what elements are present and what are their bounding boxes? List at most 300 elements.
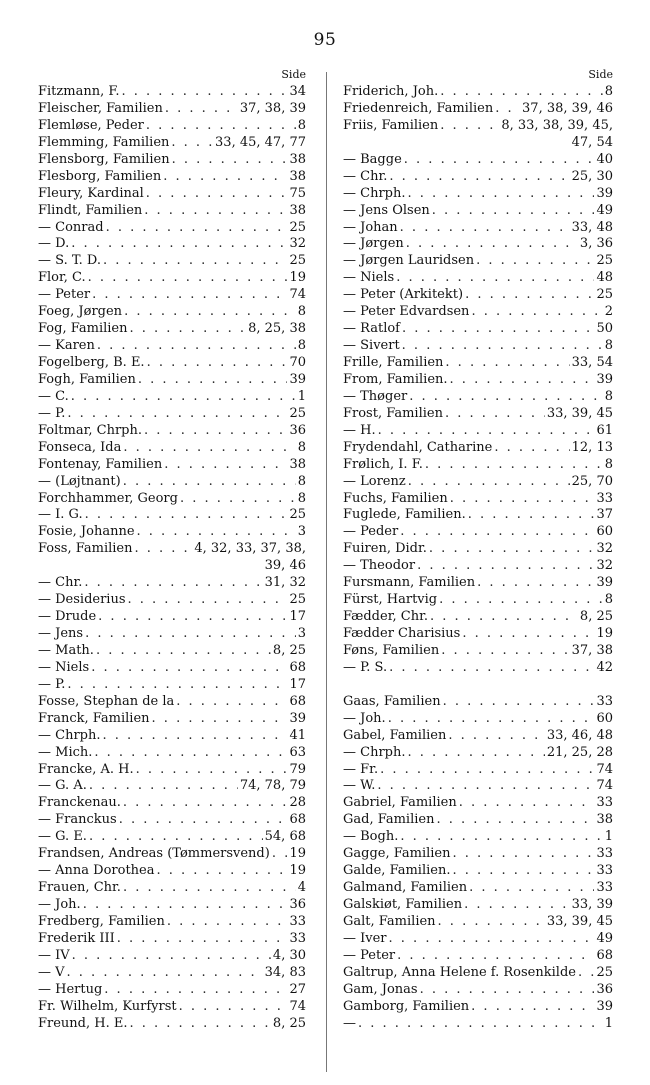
entry-name: — Chrph. (343, 185, 406, 201)
entry-pages: 40 (596, 151, 613, 167)
dot-leader (165, 101, 238, 118)
entry-name: — Karen (38, 338, 95, 354)
entry-name: Flindt, Familien (38, 202, 143, 218)
dot-leader (438, 914, 545, 931)
entry-name: Fredberg, Familien (38, 913, 165, 929)
index-entry (343, 389, 613, 406)
entry-name: Galt, Familien (343, 913, 436, 929)
index-entry (38, 236, 306, 253)
entry-name: Flor, C. (38, 270, 86, 286)
index-entry (38, 778, 306, 795)
dot-leader (98, 609, 287, 626)
entry-pages: 74 (289, 287, 306, 303)
index-entry (343, 948, 613, 965)
index-entry (343, 575, 613, 592)
dot-leader (400, 829, 602, 846)
entry-pages: 34 (289, 84, 306, 99)
index-entry (38, 965, 306, 982)
entry-pages: 8 (604, 456, 613, 472)
index-entry (38, 677, 306, 694)
dot-leader (272, 846, 288, 863)
entry-name: — Sivert (343, 338, 400, 354)
dot-leader (72, 948, 271, 965)
dot-leader (402, 338, 603, 355)
entry-name: — Theodor (343, 558, 416, 574)
dot-leader (441, 643, 569, 660)
entry-pages: 75 (289, 185, 306, 201)
dot-leader (468, 507, 595, 524)
entry-name: Fosse, Stephan de la (38, 693, 175, 709)
entry-pages: 33 (596, 846, 613, 862)
dot-leader (135, 541, 193, 558)
dot-leader (171, 135, 213, 152)
entry-name: — Bagge (343, 151, 402, 167)
index-entry (38, 270, 306, 287)
index-entry (38, 812, 306, 829)
dot-leader (389, 660, 594, 677)
index-entry (38, 728, 306, 745)
entry-name: Fædder Charisius (343, 626, 461, 641)
entry-pages: 3 (297, 524, 306, 540)
dot-leader (137, 524, 296, 541)
entry-name: — Jens Olsen (343, 202, 430, 218)
entry-pages: 68 (596, 947, 613, 963)
index-entry (38, 931, 306, 948)
dot-leader (71, 389, 296, 406)
entry-name: Foeg, Jørgen (38, 304, 123, 320)
dot-leader (465, 287, 594, 304)
entry-pages: 61 (596, 422, 613, 438)
entry-name: Fitzmann, F. (38, 84, 120, 99)
page-number: 95 (313, 30, 337, 50)
entry-name: — Chrph. (343, 744, 406, 760)
entry-pages: 25 (289, 507, 306, 523)
index-entry (38, 491, 306, 508)
entry-name: Flemløse, Peder (38, 117, 144, 133)
index-entry (343, 220, 613, 237)
entry-pages: 39 (596, 185, 613, 201)
dot-leader (408, 745, 545, 762)
index-entry (343, 626, 613, 643)
index-entry (38, 897, 306, 914)
entry-pages: 38 (596, 812, 613, 828)
index-entry (38, 84, 306, 101)
entry-pages: 8, 25, 38 (248, 321, 306, 337)
index-entry (38, 982, 306, 999)
index-entry (38, 118, 306, 135)
entry-pages: 50 (596, 321, 613, 337)
entry-name: — P. (38, 405, 66, 421)
entry-pages: 42 (596, 659, 613, 675)
index-entry (343, 643, 613, 660)
entry-pages: 8 (297, 439, 306, 455)
dot-leader (494, 440, 569, 457)
index-entry (343, 965, 613, 982)
dot-leader (469, 880, 594, 897)
entry-name: Frydendahl, Catharine (343, 439, 493, 455)
dot-leader (144, 203, 287, 220)
index-entry (343, 592, 613, 609)
dot-leader (117, 931, 288, 948)
index-entry (38, 795, 306, 812)
index-entry (343, 524, 613, 541)
index-entry (38, 694, 306, 711)
dot-leader (167, 914, 288, 931)
dot-leader (129, 1016, 270, 1033)
entry-name: Franck, Familien (38, 710, 150, 726)
entry-pages: 74, 78, 79 (239, 778, 306, 794)
dot-leader (94, 745, 287, 762)
entry-name: — Drude (38, 609, 97, 625)
entry-name: Fursmann, Familien (343, 575, 476, 591)
entry-name: Forchhammer, Georg (38, 490, 178, 506)
dot-leader (378, 423, 595, 440)
entry-pages: 31, 32 (264, 575, 306, 591)
dot-leader (448, 728, 545, 745)
entry-pages: 8 (297, 117, 306, 133)
entry-name: Fürst, Hartvig (343, 592, 438, 608)
entry-pages: 79 (289, 761, 306, 777)
entry-pages: 37, 38, 39, 46 (522, 100, 613, 116)
entry-name: Freund, H. E. (38, 1015, 128, 1031)
index-entry (38, 999, 306, 1016)
index-entry (343, 253, 613, 270)
entry-name: — Jens (38, 626, 84, 641)
entry-name: Fr. Wilhelm, Kurfyrst (38, 998, 177, 1014)
index-entry (38, 762, 306, 779)
entry-name: Fleury, Kardinal (38, 185, 144, 201)
dot-leader (389, 169, 569, 186)
entry-pages: 36 (289, 422, 306, 438)
index-entry (343, 1016, 613, 1033)
entry-pages: 32 (596, 541, 613, 557)
entry-pages: 4, 32, 33, 37, 38, (194, 541, 306, 557)
index-entry (38, 406, 306, 423)
entry-name: Frille, Familien (343, 355, 444, 370)
entry-name: — P. S. (343, 659, 388, 675)
entry-pages: 33, 48 (571, 219, 613, 235)
index-entry (38, 846, 306, 863)
entry-name: Fosie, Johanne (38, 524, 135, 540)
entry-name: Gagge, Familien (343, 846, 451, 862)
entry-name: — (343, 1015, 356, 1031)
dot-leader (152, 711, 288, 728)
entry-pages: 8 (297, 490, 306, 506)
index-entry (38, 643, 306, 660)
index-entry (343, 152, 613, 169)
index-entry (343, 778, 613, 795)
entry-name: — Iver (343, 930, 387, 946)
index-entry (343, 711, 613, 728)
dot-leader (388, 711, 595, 728)
entry-pages: 33, 39, 45 (546, 405, 613, 421)
index-entry (38, 372, 306, 389)
entry-pages: 25, 70 (571, 473, 613, 489)
index-entry (38, 1016, 306, 1033)
entry-name: Gaas, Familien (343, 693, 441, 709)
index-entry (38, 169, 306, 186)
entry-pages: 8, 25 (579, 609, 613, 625)
entry-name: — Jørgen (343, 236, 404, 252)
index-entry (343, 660, 613, 677)
entry-name: Foltmar, Chrph. (38, 422, 143, 438)
entry-name: — Bogh. (343, 829, 399, 845)
index-entry (343, 423, 613, 440)
dot-leader (85, 626, 296, 643)
dot-leader (91, 660, 287, 677)
dot-leader (389, 931, 595, 948)
entry-pages: 8 (604, 388, 613, 404)
index-entry (38, 711, 306, 728)
entry-pages: 1 (604, 1015, 613, 1031)
index-entry (38, 253, 306, 270)
index-entry (343, 609, 613, 626)
entry-pages: 36 (596, 981, 613, 997)
dot-leader (104, 982, 287, 999)
dot-leader (408, 186, 595, 203)
entry-pages: 33, 54 (571, 355, 613, 370)
entry-pages: 74 (596, 761, 613, 777)
entry-name: Galtrup, Anna Helene f. Rosenkilde (343, 964, 576, 980)
dot-leader (440, 84, 602, 101)
entry-name: Fonseca, Ida (38, 439, 122, 455)
entry-name: Flesborg, Familien (38, 168, 162, 184)
dot-leader (71, 236, 287, 253)
entry-name: Francke, A. H. (38, 761, 134, 777)
entry-list-right (343, 84, 613, 1033)
index-entry (343, 846, 613, 863)
dot-leader (459, 795, 595, 812)
entry-pages: 68 (289, 812, 306, 828)
dot-leader (429, 541, 595, 558)
entry-pages: 38 (289, 202, 306, 218)
dot-leader (146, 118, 296, 135)
index-entry (343, 880, 613, 897)
entry-pages: 1 (604, 829, 613, 845)
index-entry (343, 406, 613, 423)
index-entry (343, 287, 613, 304)
dot-leader (396, 270, 594, 287)
entry-pages: 70 (289, 355, 306, 370)
entry-pages: 33, 39, 45 (546, 913, 613, 929)
index-entry (38, 321, 306, 338)
index-entry (343, 270, 613, 287)
index-entry (38, 220, 306, 237)
entry-pages: 39 (596, 371, 613, 387)
entry-name: Frost, Familien (343, 405, 443, 421)
dot-leader (123, 440, 295, 457)
entry-name: — Peter (Arkitekt) (343, 287, 464, 303)
dot-leader (180, 491, 296, 508)
entry-pages: 60 (596, 710, 613, 726)
entry-name: Frølich, I. F. (343, 456, 423, 472)
entry-name: — Desiderius (38, 592, 126, 608)
index-entry (343, 982, 613, 999)
index-entry (343, 931, 613, 948)
entry-name: Franckenau. (38, 795, 121, 811)
entry-name: — Ratlof (343, 321, 400, 337)
dot-leader (358, 1016, 603, 1033)
entry-pages: 8 (604, 592, 613, 608)
entry-name: — Anna Dorothea (38, 863, 155, 879)
index-entry (343, 507, 613, 524)
entry-pages: 25 (289, 219, 306, 235)
index-entry (38, 287, 306, 304)
dot-leader (397, 948, 594, 965)
entry-name: — C. (38, 388, 69, 404)
index-entry (38, 186, 306, 203)
dot-leader (464, 897, 570, 914)
entry-pages: 37, 38 (571, 642, 613, 658)
entry-pages: 33, 39 (571, 897, 613, 912)
entry-name: Gabriel, Familien (343, 795, 457, 811)
index-entry (343, 541, 613, 558)
entry-pages: 74 (596, 778, 613, 794)
entry-name: Frederik III (38, 930, 115, 946)
index-entry (38, 152, 306, 169)
dot-leader (445, 355, 569, 372)
entry-name: Fogh, Familien (38, 371, 136, 387)
dot-leader (440, 118, 499, 135)
entry-pages: 27 (289, 981, 306, 997)
index-entry (38, 829, 306, 846)
entry-pages: 4, 30 (272, 947, 306, 963)
entry-name: — Joh. (343, 710, 386, 726)
index-entry (343, 236, 613, 253)
entry-name: Friis, Familien (343, 117, 439, 133)
index-entry (38, 660, 306, 677)
dot-leader (119, 812, 288, 829)
entry-name: Foss, Familien (38, 541, 133, 557)
entry-pages: 38 (289, 151, 306, 167)
entry-name: — P. (38, 676, 66, 692)
dot-leader (443, 694, 595, 711)
entry-pages: 21, 25, 28 (546, 744, 613, 760)
dot-leader (450, 372, 595, 389)
dot-leader (138, 372, 288, 389)
index-entry (343, 812, 613, 829)
side-header: Side (281, 68, 306, 81)
dot-leader (89, 778, 238, 795)
entry-pages: 49 (596, 930, 613, 946)
entry-pages: 25 (596, 287, 613, 303)
dot-leader (436, 812, 594, 829)
dot-leader (92, 287, 287, 304)
entry-name: Friderich, Joh. (343, 84, 439, 99)
entry-pages: 33 (596, 795, 613, 811)
entry-name: — V (38, 964, 65, 980)
index-column-right (343, 66, 613, 1033)
dot-leader (97, 338, 296, 355)
dot-leader (88, 270, 288, 287)
dot-leader (408, 474, 570, 491)
entry-name: — Peter (343, 947, 396, 963)
entry-pages: 33, 46, 48 (546, 727, 613, 743)
entry-pages: 28 (289, 795, 306, 811)
entry-name: Fædder, Chr. (343, 609, 428, 625)
dot-leader (404, 152, 595, 169)
dot-leader (453, 846, 595, 863)
entry-name: — Chr. (343, 168, 388, 184)
entry-pages: 74 (289, 998, 306, 1014)
entry-name: Friedenreich, Familien (343, 100, 494, 116)
entry-pages: 41 (289, 727, 306, 743)
index-entry (343, 745, 613, 762)
dot-leader (85, 507, 288, 524)
entry-pages: 8 (297, 338, 306, 354)
dot-leader (123, 795, 288, 812)
dot-leader (406, 236, 578, 253)
dot-leader (89, 829, 263, 846)
entry-pages: 8 (604, 84, 613, 99)
entry-name: — Joh. (38, 897, 81, 912)
entry-name: — Franckus (38, 812, 117, 828)
entry-pages: 2 (604, 304, 613, 320)
index-entry (343, 169, 613, 186)
entry-pages: 8, 25 (272, 642, 306, 658)
entry-name: — Conrad (38, 219, 104, 235)
index-entry (38, 507, 306, 524)
dot-leader (471, 999, 594, 1016)
entry-pages: 48 (596, 270, 613, 286)
entry-pages: 3, 36 (579, 236, 613, 252)
entry-name: — Thøger (343, 388, 408, 404)
entry-pages: 12, 13 (571, 439, 613, 455)
entry-name: Føns, Familien (343, 642, 440, 658)
entry-name: Galskiøt, Familien (343, 897, 463, 912)
index-entry (38, 558, 306, 575)
dot-leader (476, 253, 594, 270)
index-entry (343, 321, 613, 338)
index-entry (38, 914, 306, 931)
entry-name: — Peter (38, 287, 91, 303)
dot-leader (450, 491, 595, 508)
entry-name: — Peder (343, 524, 399, 540)
index-entry (343, 863, 613, 880)
entry-pages: 54, 68 (264, 829, 306, 845)
index-entry (343, 440, 613, 457)
entry-pages: 17 (289, 676, 306, 692)
entry-pages: 63 (289, 744, 306, 760)
entry-name: Fuiren, Didr. (343, 541, 427, 557)
index-entry (343, 694, 613, 711)
index-entry (38, 541, 306, 558)
entry-pages: 38 (289, 456, 306, 472)
index-entry (38, 423, 306, 440)
dot-leader (103, 728, 288, 745)
dot-leader (103, 253, 287, 270)
entry-name: — Hertug (38, 981, 103, 997)
dot-leader (121, 84, 287, 101)
index-entry (38, 389, 306, 406)
dot-leader (67, 965, 263, 982)
entry-pages: 33 (596, 880, 613, 896)
entry-pages: 25 (289, 592, 306, 608)
entry-pages: 34, 83 (264, 964, 306, 980)
entry-pages: 25 (289, 405, 306, 421)
index-entry (343, 203, 613, 220)
entry-name: — S. T. D. (38, 253, 101, 269)
dot-leader (380, 762, 594, 779)
entry-name: — Fr. (343, 761, 379, 777)
side-header: Side (588, 68, 613, 81)
entry-pages: 17 (289, 609, 306, 625)
index-entry (38, 524, 306, 541)
dot-leader (409, 389, 602, 406)
index-entry (38, 474, 306, 491)
entry-name: Galde, Familien. (343, 863, 451, 879)
index-entry (343, 186, 613, 203)
